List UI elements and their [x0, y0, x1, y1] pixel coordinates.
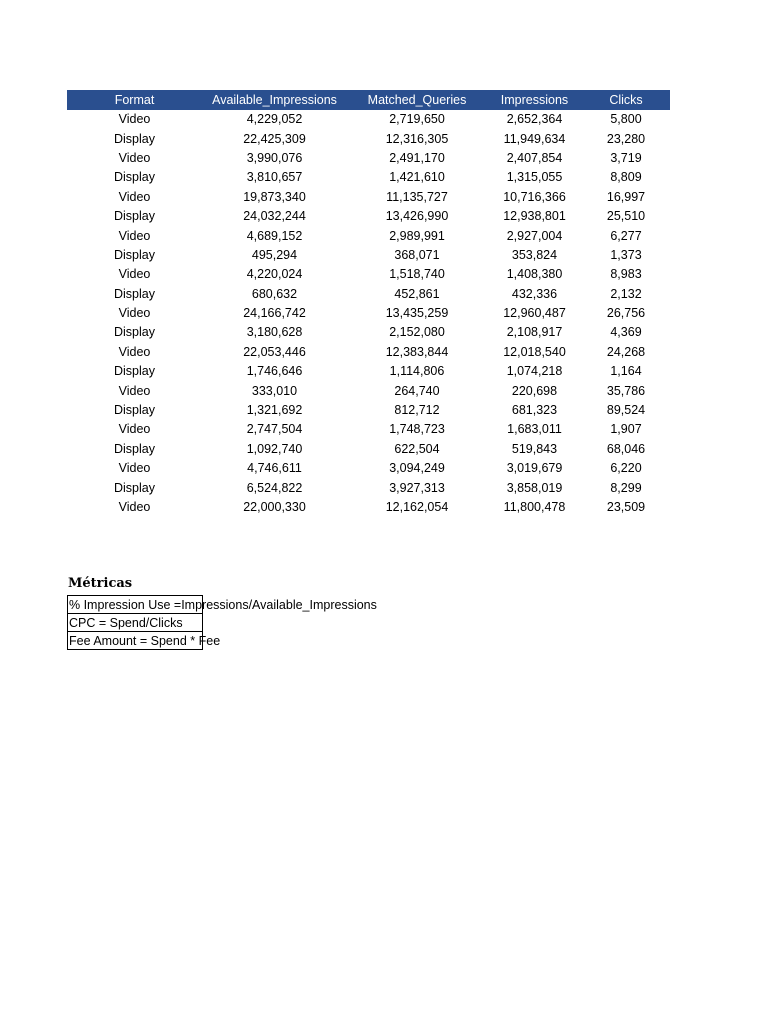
cell-format: Video — [118, 344, 151, 359]
cell-matched-queries: 452,861 — [394, 286, 440, 301]
cell-impressions: 353,824 — [511, 247, 558, 262]
metric-row — [67, 613, 203, 632]
cell-clicks: 23,280 — [606, 131, 646, 146]
cell-format: Video — [118, 112, 151, 127]
table-row — [67, 110, 670, 129]
header-available-impressions: Available_Impressions — [212, 93, 337, 107]
metric-row — [67, 595, 377, 614]
metrics-title: Métricas — [68, 576, 133, 591]
cell-format: Display — [114, 480, 155, 495]
table-row — [67, 304, 670, 323]
cell-clicks: 2,132 — [610, 286, 642, 301]
cell-matched-queries: 1,518,740 — [389, 267, 445, 282]
cell-clicks: 35,786 — [606, 383, 646, 398]
header-matched-queries: Matched_Queries — [367, 93, 467, 107]
cell-matched-queries: 1,748,723 — [389, 422, 445, 437]
table-row — [67, 207, 670, 226]
cell-format: Video — [118, 461, 151, 476]
cell-available-impressions: 4,746,611 — [247, 461, 302, 476]
table-row — [67, 459, 670, 478]
cell-matched-queries: 13,435,259 — [385, 306, 449, 321]
header-clicks: Clicks — [609, 93, 643, 107]
cell-format: Display — [114, 364, 155, 379]
cell-format: Display — [114, 325, 155, 340]
cell-available-impressions: 495,294 — [251, 247, 298, 262]
cell-matched-queries: 2,152,080 — [389, 325, 445, 340]
cell-matched-queries: 264,740 — [394, 383, 440, 398]
cell-matched-queries: 12,316,305 — [385, 131, 449, 146]
header-impressions: Impressions — [500, 93, 569, 107]
cell-impressions: 1,408,380 — [506, 267, 563, 282]
cell-format: Video — [118, 422, 151, 437]
table-body — [67, 110, 670, 517]
cell-impressions: 10,716,366 — [503, 189, 566, 204]
cell-available-impressions: 1,321,692 — [246, 403, 303, 418]
cell-clicks: 89,524 — [606, 403, 646, 418]
metric-fee-amount: Fee Amount = Spend * Fee — [69, 634, 221, 648]
table-row — [67, 188, 670, 207]
cell-clicks: 6,220 — [610, 461, 642, 476]
cell-clicks: 1,373 — [610, 247, 642, 262]
cell-impressions: 2,108,917 — [506, 325, 563, 340]
data-table — [67, 90, 670, 517]
cell-impressions: 519,843 — [511, 441, 558, 456]
cell-clicks: 8,809 — [610, 170, 642, 185]
table-row — [67, 381, 670, 400]
cell-impressions: 1,074,218 — [506, 364, 563, 379]
cell-available-impressions: 333,010 — [251, 383, 298, 398]
table-row — [67, 498, 670, 517]
cell-format: Display — [114, 170, 155, 185]
table-row — [67, 420, 670, 439]
table-row — [67, 149, 670, 168]
cell-available-impressions: 680,632 — [251, 286, 298, 301]
cell-clicks: 25,510 — [606, 209, 646, 224]
cell-format: Video — [118, 383, 151, 398]
cell-format: Video — [118, 500, 151, 514]
table-row — [67, 168, 670, 187]
cell-clicks: 8,299 — [610, 480, 642, 495]
cell-available-impressions: 4,220,024 — [246, 267, 303, 282]
cell-matched-queries: 12,162,054 — [385, 500, 449, 514]
cell-format: Display — [114, 286, 155, 301]
cell-clicks: 6,277 — [610, 228, 642, 243]
cell-available-impressions: 1,092,740 — [246, 441, 303, 456]
cell-impressions: 220,698 — [511, 383, 558, 398]
cell-matched-queries: 2,989,991 — [389, 228, 445, 243]
cell-matched-queries: 12,383,844 — [385, 344, 449, 359]
cell-format: Display — [114, 403, 155, 418]
cell-impressions: 2,407,854 — [506, 150, 563, 165]
table-row — [67, 246, 670, 265]
cell-available-impressions: 4,689,152 — [246, 228, 303, 243]
cell-impressions: 12,960,487 — [503, 306, 566, 321]
cell-matched-queries: 2,491,170 — [389, 150, 445, 165]
header-format: Format — [114, 93, 155, 107]
cell-matched-queries: 812,712 — [394, 403, 440, 418]
cell-clicks: 16,997 — [606, 189, 646, 204]
cell-format: Video — [118, 267, 151, 282]
cell-available-impressions: 6,524,822 — [246, 480, 303, 495]
metric-cpc: CPC = Spend/Clicks — [69, 616, 183, 630]
cell-impressions: 1,315,055 — [506, 170, 563, 185]
cell-matched-queries: 2,719,650 — [389, 112, 445, 127]
cell-impressions: 11,800,478 — [503, 500, 566, 514]
cell-clicks: 1,907 — [610, 422, 642, 437]
cell-available-impressions: 24,032,244 — [243, 209, 306, 224]
cell-matched-queries: 622,504 — [394, 441, 440, 456]
cell-available-impressions: 22,425,309 — [243, 131, 306, 146]
cell-impressions: 2,927,004 — [506, 228, 563, 243]
cell-format: Display — [114, 209, 155, 224]
cell-clicks: 5,800 — [610, 112, 642, 127]
cell-available-impressions: 2,747,504 — [246, 422, 303, 437]
table-row — [67, 478, 670, 497]
cell-impressions: 11,949,634 — [503, 131, 566, 146]
cell-impressions: 3,019,679 — [506, 461, 563, 476]
table-row — [67, 440, 670, 459]
cell-impressions: 3,858,019 — [506, 480, 563, 495]
cell-impressions: 12,938,801 — [503, 209, 566, 224]
cell-impressions: 12,018,540 — [503, 344, 566, 359]
cell-format: Display — [114, 247, 155, 262]
metric-impression-use: % Impression Use =Impressions/Available_Impressions — [69, 598, 377, 612]
cell-available-impressions: 24,166,742 — [243, 306, 306, 321]
cell-clicks: 1,164 — [610, 364, 642, 379]
table-row — [67, 401, 670, 420]
cell-clicks: 4,369 — [610, 325, 642, 340]
cell-available-impressions: 22,000,330 — [243, 500, 306, 514]
cell-format: Video — [118, 189, 151, 204]
cell-format: Video — [118, 306, 151, 321]
cell-available-impressions: 4,229,052 — [246, 112, 303, 127]
metrics-list — [67, 595, 377, 650]
cell-available-impressions: 19,873,340 — [243, 189, 306, 204]
cell-format: Video — [118, 150, 151, 165]
cell-clicks: 26,756 — [606, 306, 646, 321]
cell-matched-queries: 3,094,249 — [389, 461, 445, 476]
cell-matched-queries: 368,071 — [394, 247, 440, 262]
table-row — [67, 265, 670, 284]
cell-available-impressions: 1,746,646 — [246, 364, 303, 379]
table-row — [67, 129, 670, 148]
cell-matched-queries: 13,426,990 — [385, 209, 449, 224]
cell-impressions: 1,683,011 — [507, 422, 562, 437]
cell-matched-queries: 11,135,727 — [386, 189, 448, 204]
table-header-row — [67, 90, 670, 110]
cell-clicks: 8,983 — [610, 267, 642, 282]
cell-clicks: 23,509 — [606, 500, 646, 514]
cell-format: Video — [118, 228, 151, 243]
cell-clicks: 3,719 — [610, 150, 642, 165]
metric-row — [67, 631, 221, 650]
cell-impressions: 681,323 — [511, 403, 558, 418]
cell-format: Display — [114, 441, 155, 456]
cell-impressions: 432,336 — [511, 286, 558, 301]
table-row — [67, 343, 670, 362]
cell-clicks: 68,046 — [606, 441, 646, 456]
table-row — [67, 362, 670, 381]
cell-matched-queries: 1,421,610 — [389, 170, 445, 185]
table-row — [67, 285, 670, 304]
cell-matched-queries: 3,927,313 — [389, 480, 445, 495]
cell-clicks: 24,268 — [606, 344, 646, 359]
cell-matched-queries: 1,114,806 — [389, 364, 445, 379]
cell-available-impressions: 3,990,076 — [246, 150, 303, 165]
cell-available-impressions: 3,180,628 — [246, 325, 303, 340]
cell-format: Display — [114, 131, 155, 146]
cell-available-impressions: 3,810,657 — [246, 170, 303, 185]
table-row — [67, 323, 670, 342]
table-row — [67, 226, 670, 245]
cell-impressions: 2,652,364 — [506, 112, 563, 127]
cell-available-impressions: 22,053,446 — [243, 344, 306, 359]
